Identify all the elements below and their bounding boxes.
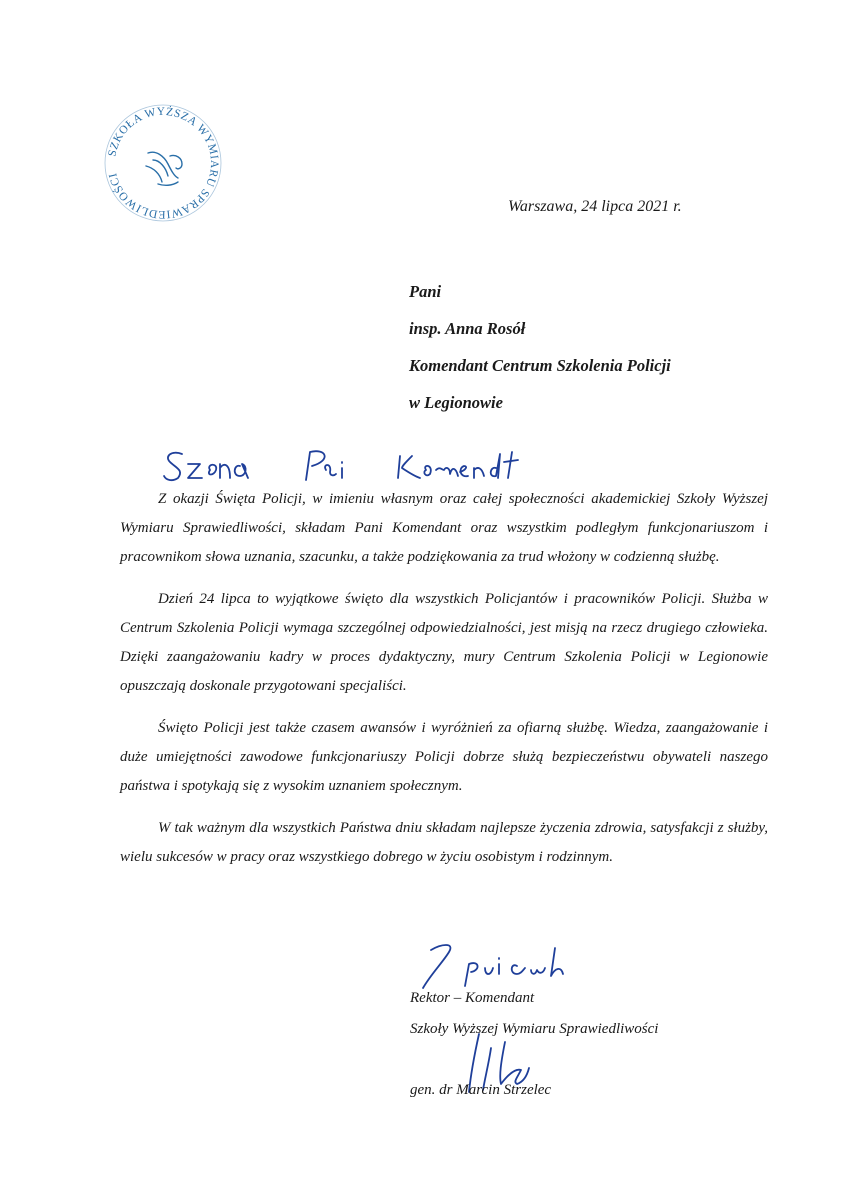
handwritten-closing [415,940,595,992]
recipient-name: insp. Anna Rosół [409,319,526,338]
handwritten-salutation [160,440,550,490]
paragraph: Dzień 24 lipca to wyjątkowe święto dla wszystkich Policjantów i pracowników Policji. Służba w Centrum Szkolenia Policji wymaga szczególnej odpowiedzialności, jest misją na rzecz drugiego człowieka. Dzięki zaangażowaniu kadry w proces dydaktyczny, mury Centrum Szkolenia Policji w Legionowie opuszczają doskonale przygotowani specjaliści. [120,591,768,694]
recipient-block [409,282,671,430]
seal-text: SZKOŁA WYŻSZA WYMIARU SPRAWIEDLIWOŚCI [106,105,221,221]
recipient-position: Komendant Centrum Szkolenia Policji [409,356,671,375]
university-seal [98,98,228,228]
paragraph: W tak ważnym dla wszystkich Państwa dniu składam najlepsze życzenia zdrowia, satysfakcji z służby, wielu sukcesów w pracy oraz wszystkiego dobrego w życiu osobistym i rodzinnym. [120,820,768,865]
signatory-institution: Szkoły Wyższej Wymiaru Sprawiedliwości [410,1021,659,1037]
letter-body [120,485,768,885]
recipient-location: w Legionowie [409,393,503,412]
recipient-line: Pani [409,282,442,301]
eagle-emblem-icon [146,152,182,185]
signatory-title: Rektor – Komendant [410,990,535,1006]
paragraph: Święto Policji jest także czasem awansów i wyróżnień za ofiarną służbę. Wiedza, zaangażowanie i duże umiejętności zawodowe funkcjonariuszy Policji dobrze służą bezpieczeństwu obywateli naszego państwa i spotykają się z wysokim uznaniem społecznym. [120,720,768,794]
signatory-name: gen. dr Marcin Strzelec [410,1082,552,1098]
place-date: Warszawa, 24 lipca 2021 r. [508,198,682,215]
paragraph: Z okazji Święta Policji, w imieniu własnym oraz całej społeczności akademickiej Szkoły Wyższej Wymiaru Sprawiedliwości, składam Pani Komendant oraz wszystkim podległym funkcjonariuszom i pracownikom słowa uznania, szacunku, a także podziękowania za trud włożony w codzienną służbę. [120,491,768,565]
